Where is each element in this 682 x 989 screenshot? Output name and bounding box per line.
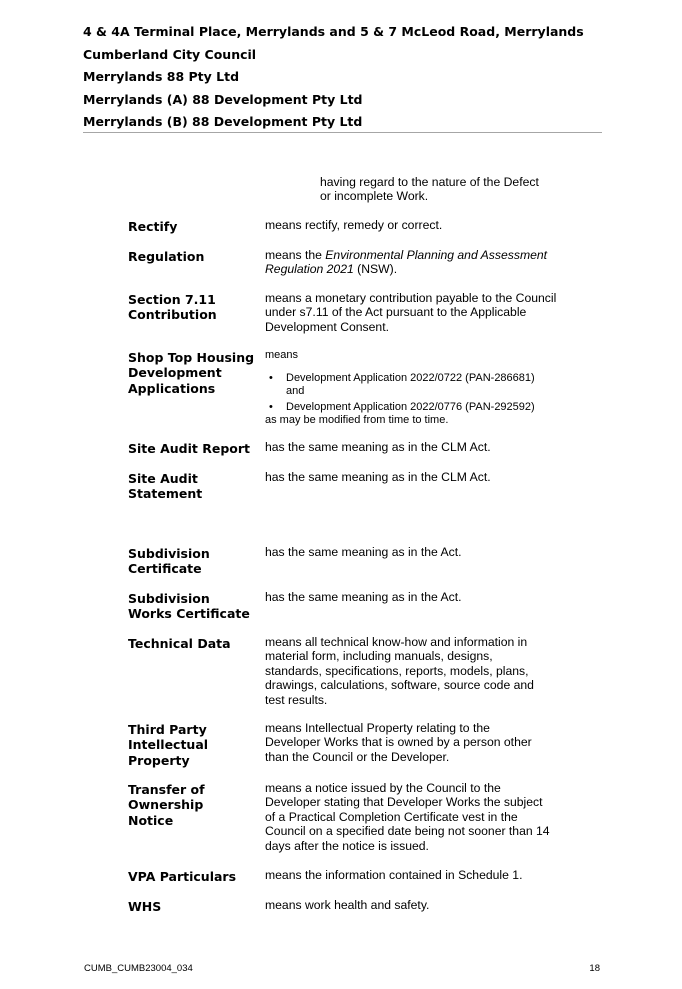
shoptop-application-list — [265, 372, 565, 414]
definition-subdivision-certificate: has the same meaning as in the Act. — [265, 545, 462, 559]
shoptop-outro: as may be modified from time to time. — [265, 414, 449, 426]
header-developer-a: Merrylands (A) 88 Development Pty Ltd — [83, 91, 363, 107]
running-header — [83, 21, 602, 134]
definition-technical-data: means all technical know-how and information in material form, including manuals, designs, standards, specifications, reports, models, plans, drawings, calculations, software, source code and test results. — [265, 635, 534, 707]
term-whs: WHS — [128, 899, 162, 914]
header-developer-b: Merrylands (B) 88 Development Pty Ltd — [83, 114, 363, 130]
definition-transfer-of-ownership-notice: means a notice issued by the Council to the Developer stating that Developer Works the subject of a Practical Completion Certificate vest in the Council on a specified date being not sooner than 14 days after the notice is issued. — [265, 781, 550, 853]
term-technical-data: Technical Data — [128, 636, 231, 651]
term-shop-top-housing: Shop Top Housing Development Applications — [128, 350, 255, 396]
list-item: • Development Application 2022/0722 (PAN-286681) and — [265, 372, 556, 398]
definition-section-711-contribution: means a monetary contribution payable to the Council under s7.11 of the Act pursuant to the Applicable Development Consent. — [265, 291, 557, 334]
term-transfer-of-ownership-notice: Transfer of Ownership Notice — [128, 782, 205, 828]
header-rule — [83, 132, 602, 133]
term-section-711-contribution: Section 7.11 Contribution — [128, 292, 217, 323]
term-third-party-intellectual-property: Third Party Intellectual Property — [128, 722, 209, 768]
footer-page-number: 18 — [589, 963, 600, 974]
term-regulation: Regulation — [128, 249, 205, 264]
term-vpa-particulars: VPA Particulars — [128, 869, 237, 884]
shoptop-intro: means — [265, 349, 299, 361]
header-property-address: 4 & 4A Terminal Place, Merrylands and 5 & 7 McLeod Road, Merrylands — [83, 24, 584, 39]
term-site-audit-report: Site Audit Report — [128, 441, 251, 456]
definition-regulation: means the Environmental Planning and Assessment Regulation 2021 (NSW). — [265, 248, 548, 277]
definition-subdivision-works-certificate: has the same meaning as in the Act. — [265, 590, 462, 604]
definition-third-party-intellectual-property: means Intellectual Property relating to the Developer Works that is owned by a person other than the Council or the Developer. — [265, 721, 532, 764]
definition-whs: means work health and safety. — [265, 898, 430, 912]
header-council: Cumberland City Council — [83, 46, 257, 62]
footer-document-reference: CUMB_CUMB23004_034 — [84, 963, 193, 974]
definition-vpa-particulars: means the information contained in Schedule 1. — [265, 868, 523, 882]
continued-definition-text: having regard to the nature of the Defect or incomplete Work. — [320, 175, 539, 204]
definition-site-audit-report: has the same meaning as in the CLM Act. — [265, 440, 491, 454]
definition-shop-top-housing — [265, 349, 565, 427]
header-developer: Merrylands 88 Pty Ltd — [83, 69, 240, 85]
term-subdivision-works-certificate: Subdivision Works Certificate — [128, 591, 250, 622]
list-item: • Development Application 2022/0776 (PAN-292592) — [265, 401, 565, 414]
term-rectify: Rectify — [128, 219, 178, 234]
term-site-audit-statement: Site Audit Statement — [128, 471, 203, 502]
definition-rectify: means rectify, remedy or correct. — [265, 218, 443, 232]
definition-site-audit-statement: has the same meaning as in the CLM Act. — [265, 470, 491, 484]
term-subdivision-certificate: Subdivision Certificate — [128, 546, 210, 577]
